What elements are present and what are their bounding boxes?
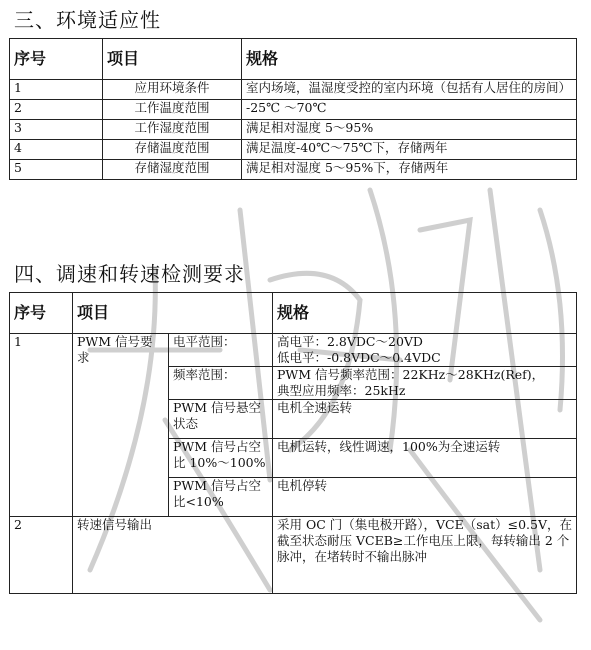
row-spec: 满足相对湿度 5～95%下，存储两年 [242, 160, 577, 180]
row-item: 存储湿度范围 [103, 160, 242, 180]
spec-line: 典型应用频率：25kHz [277, 383, 406, 398]
row-item: 转速信号输出 [73, 517, 273, 594]
sub-spec [273, 367, 577, 400]
table-header-row [10, 39, 577, 80]
sub-label: 频率范围： [169, 367, 273, 400]
spec-line: 高电平：2.8VDC～20VD [277, 334, 423, 349]
row-no: 2 [10, 100, 103, 120]
row-spec: -25℃ ～70℃ [242, 100, 577, 120]
row-item: 工作温度范围 [103, 100, 242, 120]
row-item: 应用环境条件 [103, 80, 242, 100]
row-item: 工作湿度范围 [103, 120, 242, 140]
table-row [10, 80, 577, 100]
environment-table [9, 38, 577, 180]
header-no: 序号 [10, 293, 73, 334]
spec-line: 电机运转，线性调速，100%为全速运转 [277, 439, 501, 454]
row-spec: 满足相对湿度 5～95% [242, 120, 577, 140]
spec-line: PWM 信号频率范围：22KHz～28KHz(Ref)， [277, 367, 545, 382]
row-spec: 满足温度-40℃～75℃下，存储两年 [242, 140, 577, 160]
table-row [10, 100, 577, 120]
sub-label: 电平范围： [169, 334, 273, 367]
table-row [10, 160, 577, 180]
spec-line: 电机停转 [277, 478, 328, 493]
row-no: 1 [10, 80, 103, 100]
table-row [10, 334, 577, 367]
row-spec: 采用 OC 门（集电极开路），VCE（sat）≤0.5V，在截至状态耐压 VCEB≥工作电压上限，每转输出 2 个脉冲，在堵转时不输出脉冲 [273, 517, 577, 594]
sub-spec [273, 400, 577, 439]
sub-spec [273, 439, 577, 478]
sub-label: PWM 信号悬空状态 [169, 400, 273, 439]
header-no: 序号 [10, 39, 103, 80]
speed-control-table [9, 292, 577, 594]
section3-title: 三、环境适应性 [14, 8, 161, 32]
table-row [10, 517, 577, 594]
sub-label: PWM 信号占空比 10%～100% [169, 439, 273, 478]
table-row [10, 120, 577, 140]
section4-title: 四、调速和转速检测要求 [14, 262, 245, 286]
table-row [10, 140, 577, 160]
row-item: PWM 信号要求 [73, 334, 169, 517]
row-no: 1 [10, 334, 73, 517]
row-no: 3 [10, 120, 103, 140]
table-header-row [10, 293, 577, 334]
row-item: 存储温度范围 [103, 140, 242, 160]
header-spec: 规格 [242, 39, 577, 80]
sub-label: PWM 信号占空比<10% [169, 478, 273, 517]
row-no: 5 [10, 160, 103, 180]
spec-line: 电机全速运转 [277, 400, 353, 415]
header-spec: 规格 [273, 293, 577, 334]
row-spec: 室内场境，温湿度受控的室内环境（包括有人居住的房间） [242, 80, 577, 100]
spec-line: 低电平：-0.8VDC～0.4VDC [277, 350, 441, 365]
row-no: 4 [10, 140, 103, 160]
header-item: 项目 [73, 293, 273, 334]
header-item: 项目 [103, 39, 242, 80]
sub-spec [273, 478, 577, 517]
row-no: 2 [10, 517, 73, 594]
sub-spec [273, 334, 577, 367]
